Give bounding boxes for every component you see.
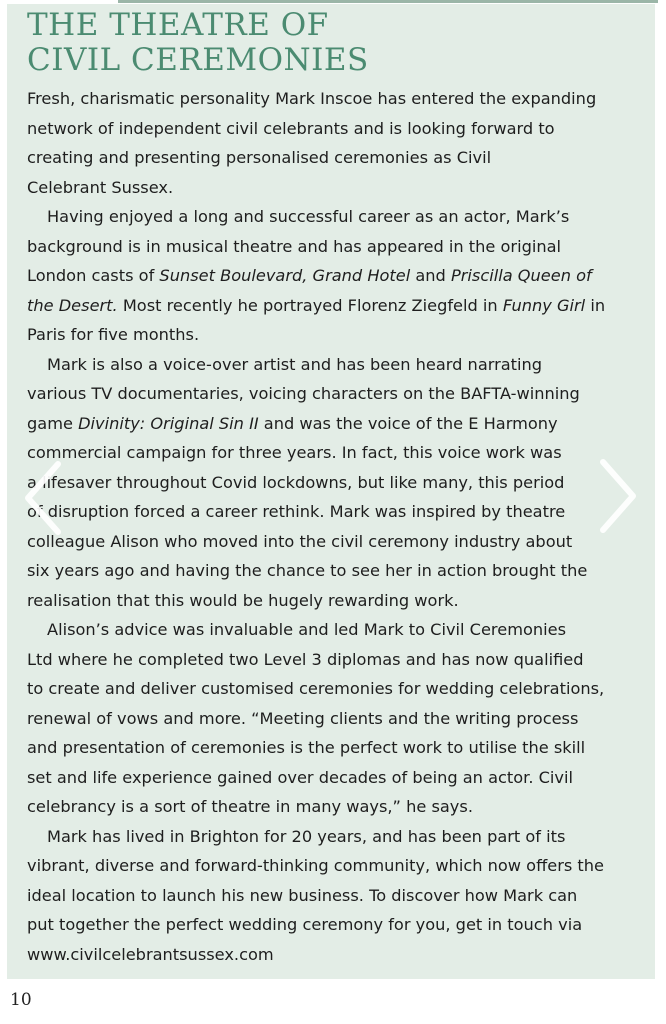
text-segment: of disruption forced a career rethink. Mark was inspired by theatre [27,502,566,521]
text-segment: and was the voice of the E Harmony [258,413,558,433]
italic-title-text: Sunset Boulevard, Grand Hotel [159,266,411,285]
text-segment: a lifesaver throughout Covid lockdowns, but like many, this period [27,472,565,492]
text-segment: ideal location to launch his new business. To discover how Mark can [27,885,578,905]
text-segment: in [585,295,606,315]
text-line [27,468,637,498]
article-body [27,84,637,969]
title-line: CIVIL CEREMONIES [27,42,369,78]
previous-page-button[interactable] [20,458,68,538]
text-line [27,792,637,822]
text-line [27,822,637,852]
page-number: 10 [10,990,32,1010]
text-line [27,763,637,793]
text-segment: Mark is also a voice-over artist and has been heard narrating [47,354,543,374]
text-segment: Fresh, charismatic personality Mark Inscoe has entered the expanding [27,89,597,108]
text-segment: celebrancy is a sort of theatre in many ways,” he says. [27,797,473,816]
text-line [27,527,637,557]
text-segment: background is in musical theatre and has appeared in the original [27,236,562,256]
text-segment: set and life experience gained over decades of being an actor. Civil [27,767,573,787]
text-segment: to create and deliver customised ceremonies for wedding celebrations, [27,679,605,698]
text-segment: and [410,266,451,285]
text-segment: Most recently he portrayed Florenz Ziegfeld in [117,295,503,315]
text-line [27,910,637,940]
text-segment: Alison’s advice was invaluable and led Mark to Civil Ceremonies [47,620,567,639]
chevron-right-icon [593,456,641,536]
text-segment: commercial campaign for three years. In fact, this voice work was [27,443,562,462]
text-segment: six years ago and having the chance to see her in action brought the [27,561,588,580]
text-line [27,379,637,409]
text-line [27,173,637,203]
article-title [27,8,369,78]
text-line [27,350,637,380]
text-line [27,881,637,911]
chevron-left-icon [20,458,68,538]
text-segment: game [27,413,79,433]
text-segment: vibrant, diverse and forward-thinking community, which now offers the [27,856,604,875]
text-line [27,232,637,262]
title-line: THE THEATRE OF [27,7,329,43]
text-segment: Having enjoyed a long and successful career as an actor, Mark’s [47,207,570,226]
text-line [27,851,637,881]
text-line [27,615,637,645]
text-line [27,645,637,675]
text-line [27,114,637,144]
text-line [27,497,637,527]
italic-title-text: Funny Girl [502,295,586,315]
text-line [27,704,637,734]
italic-title-text: Divinity: Original Sin II [78,413,259,433]
text-line [27,733,637,763]
next-page-button[interactable] [593,456,641,536]
text-line [27,438,637,468]
text-line [27,291,637,321]
top-accent-rule [118,0,658,3]
text-segment: creating and presenting personalised ceremonies as Civil [27,148,492,167]
text-segment: Ltd where he completed two Level 3 diplomas and has now qualified [27,649,584,669]
text-segment: London casts of [27,266,160,285]
text-segment: www.civilcelebrantsussex.com [27,944,274,964]
italic-title-text: Priscilla Queen of [450,266,592,285]
text-segment: realisation that this would be hugely rewarding work. [27,590,459,610]
text-segment: put together the perfect wedding ceremony for you, get in touch via [27,915,583,934]
text-segment: Mark has lived in Brighton for 20 years, and has been part of its [47,826,566,846]
italic-title-text: the Desert. [27,295,118,315]
text-segment: colleague Alison who moved into the civil ceremony industry about [27,531,573,551]
text-line [27,143,637,173]
text-segment: renewal of vows and more. “Meeting clients and the writing process [27,708,579,728]
text-line [27,84,637,114]
text-line [27,261,637,291]
text-line [27,320,637,350]
text-segment: and presentation of ceremonies is the perfect work to utilise the skill [27,738,586,757]
text-line [27,202,637,232]
text-segment: various TV documentaries, voicing characters on the BAFTA-winning [27,384,580,403]
text-segment: Celebrant Sussex. [27,177,174,197]
text-segment: Paris for five months. [27,325,200,344]
text-line [27,409,637,439]
text-line [27,556,637,586]
text-segment: network of independent civil celebrants and is looking forward to [27,118,555,138]
text-line [27,940,637,970]
text-line [27,674,637,704]
text-line [27,586,637,616]
